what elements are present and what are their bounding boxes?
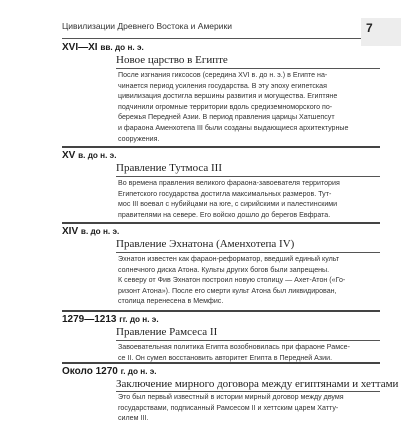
entry-date-value: Около 1270 [62, 366, 118, 377]
body-line: подчинили огромные территории вдоль средиземноморского по- [118, 102, 333, 111]
entry-date-unit: в. до н. э. [78, 151, 117, 160]
body-line: Это был первый известный в истории мирный договор между двумя [118, 393, 344, 401]
entry-date [62, 226, 119, 237]
body-line: Египетского государства достигла максимальных размеров. Тут- [118, 189, 332, 198]
entry-title: Заключение мирного договора между египтянами и хеттами [116, 378, 399, 390]
entry-date-unit: гг. до н. э. [119, 315, 159, 324]
entry-rule [116, 252, 380, 253]
entry-date-unit: в. до н. э. [80, 227, 120, 236]
body-line: К северу от Фив Эхнатон построил новую столицу — Ахет-Атон («Го- [118, 276, 346, 285]
body-line: сооружения. [118, 134, 160, 143]
body-line: После изгнания гиксосов (середина XVI в. до н. э.) в Египте на- [118, 71, 328, 79]
entry-rule [116, 176, 380, 177]
entry-date-value: 1279—1213 [62, 314, 117, 325]
entry-date-unit: г. до н. э. [120, 367, 157, 376]
entry-divider [62, 310, 380, 312]
entry-date [62, 42, 144, 53]
body-line: ризонт Атона»). После его смерти культ Атона был ликвидирован, [118, 286, 337, 295]
entry-date-value: XV [62, 150, 76, 161]
entry-divider [62, 362, 380, 364]
running-header [62, 18, 380, 39]
entry-date [62, 150, 116, 161]
entry-date-value: XIV [62, 226, 79, 237]
entry-body [118, 342, 380, 363]
entry-divider [62, 222, 380, 224]
body-line: Во времена правления великого фараона-завоевателя территория [118, 179, 340, 187]
body-line: правителями на севере. Его войско дошло до берегов Евфрата. [118, 210, 331, 219]
body-line: чинается период усиления государства. В эту эпоху египетская [118, 81, 327, 90]
entry-body [118, 254, 380, 307]
body-line: мос III воевал с нубийцами на юге, с сирийскими и палестинскими [118, 200, 338, 209]
entry-title: Правление Эхнатона (Аменхотепа IV) [116, 238, 295, 250]
entry-rule [116, 68, 380, 69]
body-line: се II. Он сумел восстановить авторитет Египта в Передней Азии. [118, 353, 333, 362]
entry-date-unit: вв. до н. э. [100, 43, 144, 52]
entry-title: Новое царство в Египте [116, 54, 228, 66]
body-line: государствами, подписанный Рамсесом II и хеттским царем Хатту- [118, 403, 339, 412]
entry-title: Правление Рамсеса II [116, 326, 218, 338]
entry-date-value: XVI—XI [62, 42, 98, 53]
entry-date [62, 314, 159, 325]
entry-divider [62, 146, 380, 148]
body-line: бережья Передней Азии. В период правления царицы Хатшепсут [118, 113, 335, 122]
entry-rule [116, 340, 380, 341]
header-title: Цивилизации Древнего Востока и Америки [62, 21, 232, 31]
body-line: силем III. [118, 414, 149, 423]
body-line: Завоевательная политика Египта возобновилась при фараоне Рамсе- [118, 343, 350, 351]
body-line: Эхнатон известен как фараон-реформатор, введший единый культ [118, 255, 340, 263]
entry-body [118, 178, 380, 220]
entry-date [62, 366, 157, 377]
body-line: и фараона Аменхотепа III были созданы выдающиеся архитектурные [118, 123, 349, 132]
page-number: 7 [366, 21, 373, 35]
entry-title: Правление Тутмоса III [116, 162, 223, 174]
entry-body [118, 392, 380, 424]
body-line: солнечного диска Атона. Культы других богов были запрещены. [118, 265, 330, 274]
body-line: столица перенесена в Мемфис. [118, 297, 224, 306]
body-line: цивилизация достигла вершины развития и могущества. Египтяне [118, 92, 338, 101]
entry-body [118, 70, 380, 144]
